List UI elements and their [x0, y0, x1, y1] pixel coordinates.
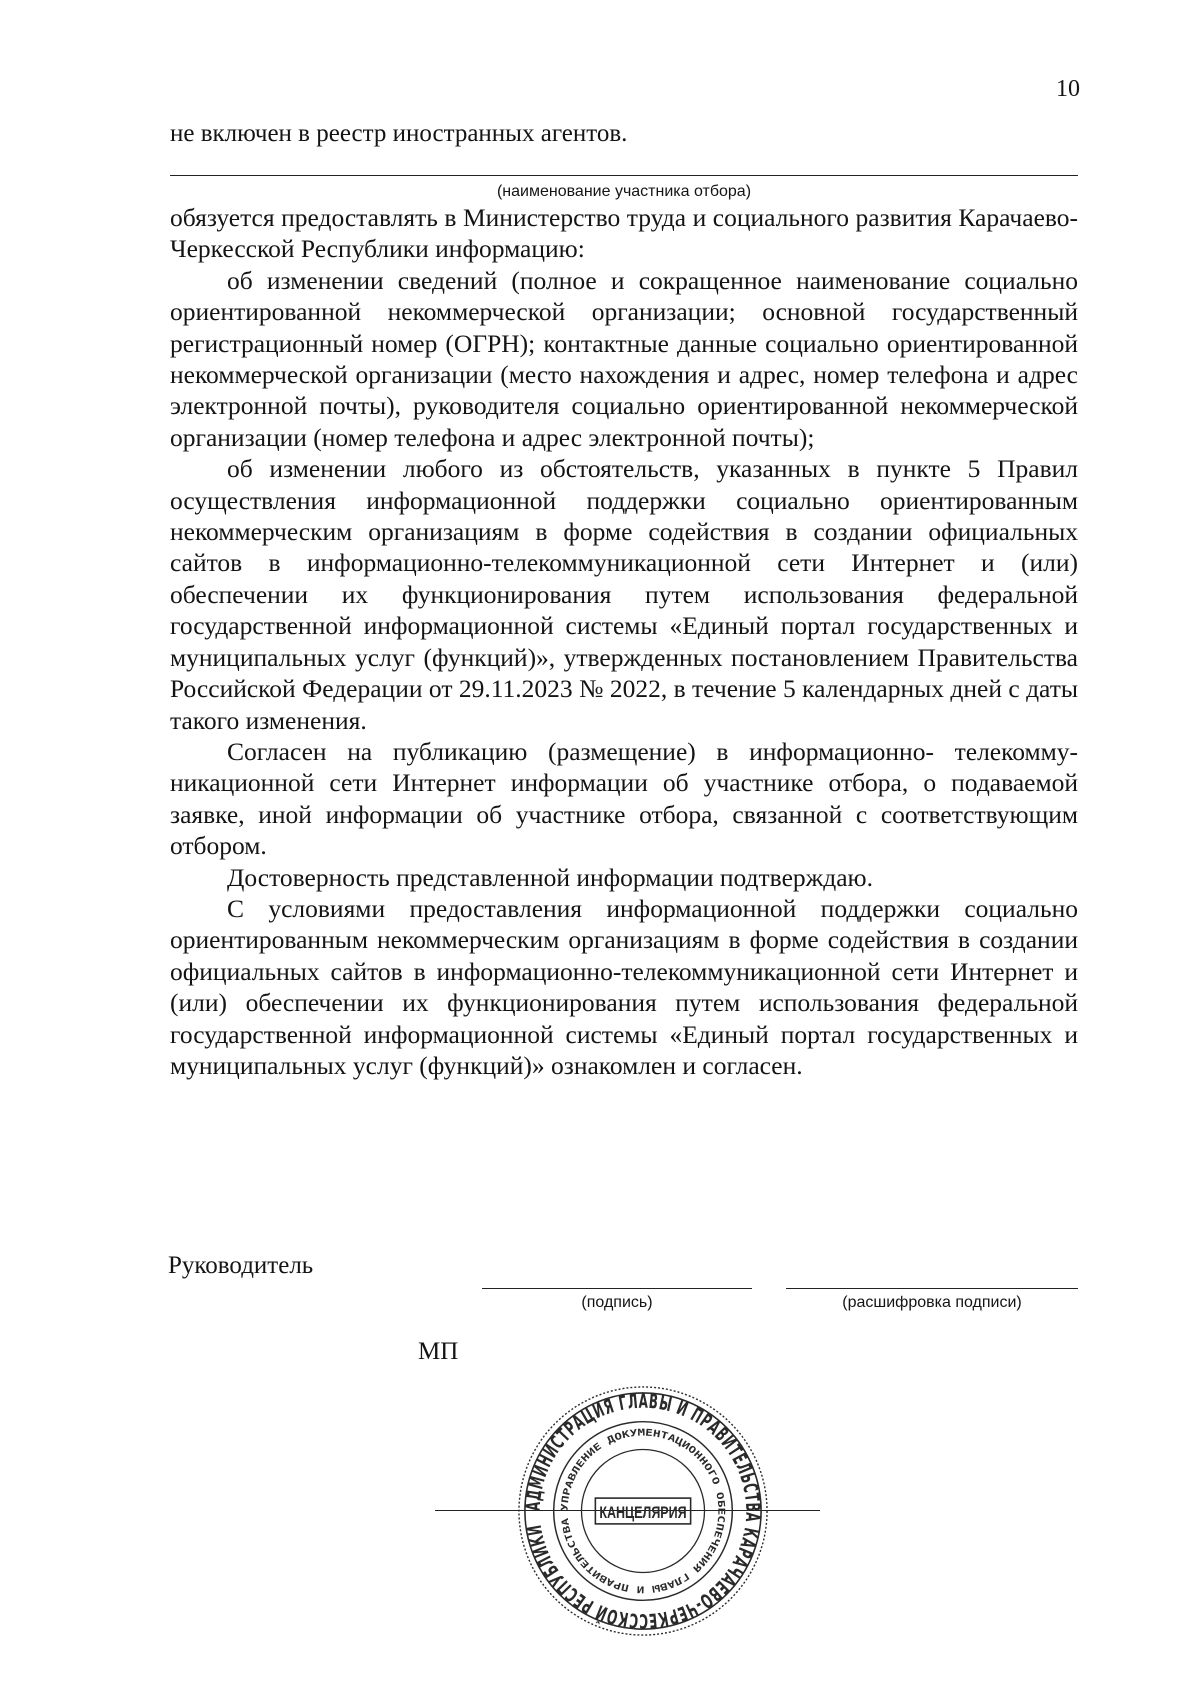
first-line: не включен в реестр иностранных агентов. [170, 120, 628, 147]
office-stamp [514, 1382, 772, 1640]
document-body [170, 202, 1078, 1081]
page-number: 10 [1056, 76, 1080, 102]
signature-caption: (подпись) [581, 1294, 653, 1311]
stamp-outer-text: АДМИНИСТРАЦИЯ ГЛАВЫ И ПРАВИТЕЛЬСТВА КАРАЧАЕВО-ЧЕРКЕССКОЙ РЕСПУБЛИКИ [521, 1389, 765, 1633]
signature-line [482, 1288, 752, 1289]
body-paragraph-obligation: обязуется предоставлять в Министерство труда и социального развития Карачаево-Черкесской Республики информацию: [170, 203, 1078, 264]
signature-decode-caption: (расшифровка подписи) [842, 1294, 1022, 1311]
body-paragraph-info-changes: об изменении сведений (полное и сокращенное наименование социально ориентированной некоммерческой организации; основной государственный регистрационный номер (ОГРН); контактные данные социально ориентированной некоммерческой организации (место нахождения и адрес, номер телефона и адрес электронной почты), руководителя социально ориентированной некоммерческой организации (номер телефона и адрес электронной почты); [170, 265, 1078, 452]
stamp-inner-text: УПРАВЛЕНИЕ ДОКУМЕНТАЦИОННОГО ОБЕСПЕЧЕНИЯ ГЛАВЫ И ПРАВИТЕЛЬСТВА [559, 1427, 727, 1595]
body-paragraph-circumstances: об изменении любого из обстоятельств, указанных в пункте 5 Правил осуществления информационной поддержки социально ориентированным некоммерческим организациям в форме содействия в создании официальных сайтов в информационно-телекоммуникационной сети Интернет и (или) обеспечении их функционирования путем использования федеральной государственной информационной системы «Единый портал государственных и муниципальных услуг (функций)», утвержденных постановлением Правительства Российской Федерации от 29.11.2023 № 2022, в течение 5 календарных дней с даты такого изменения. [170, 454, 1078, 735]
signature-decode-line [786, 1288, 1078, 1289]
participant-name-line [170, 175, 1078, 176]
signer-label: Руководитель [168, 1252, 314, 1279]
stamp-center-text: КАНЦЕЛЯРИЯ [599, 1502, 687, 1522]
body-paragraph-accuracy: Достоверность представленной информации подтверждаю. [227, 862, 873, 892]
body-paragraph-publication-consent: Согласен на публикацию (размещение) в информационно- телекоммуникационной сети Интернет информации об участнике отбора, о подаваемой заявке, иной информации об участнике отбора, связанной с соответствующим отбором. [170, 736, 1078, 861]
body-paragraph-conditions: С условиями предоставления информационной поддержки социально ориентированным некоммерческим организациям в форме содействия в создании официальных сайтов в информационно-телекоммуникационной сети Интернет и (или) обеспечении их функционирования путем использования федеральной государственной информационной системы «Единый портал государственных и муниципальных услуг (функций)» ознакомлен и согласен. [170, 893, 1078, 1080]
mp-label: МП [418, 1338, 459, 1365]
participant-name-caption: (наименование участника отбора) [496, 183, 752, 200]
